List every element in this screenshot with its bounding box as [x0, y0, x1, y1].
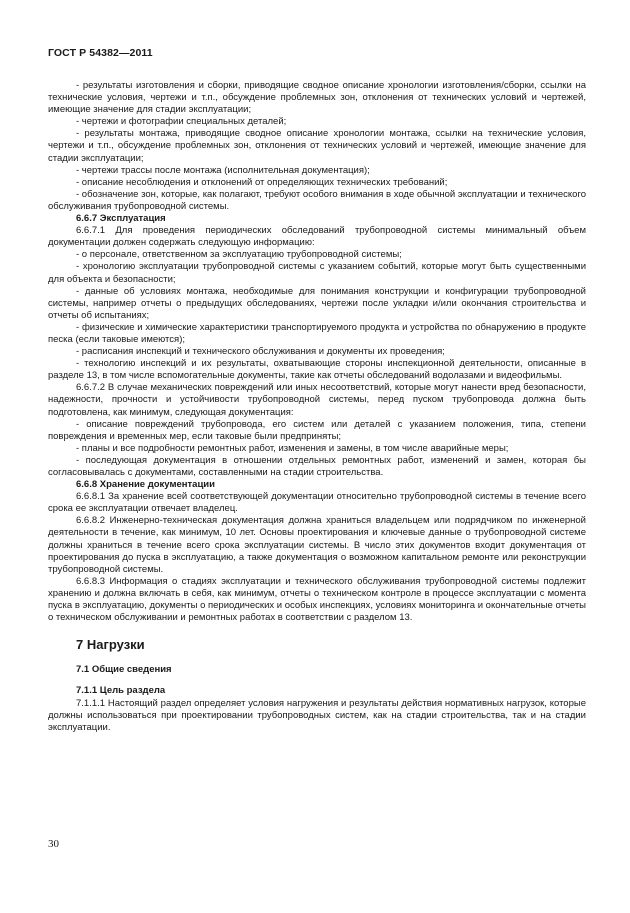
list-item: - хронологию эксплуатации трубопроводной системы с указанием событий, которые могут быть существенными для объекта и безопасности;: [48, 261, 586, 285]
list-item: - описание повреждений трубопровода, его систем или деталей с указанием положения, типа, степени повреждения и временных мер, если таковые были предприняты;: [48, 418, 586, 442]
section-heading-7-1-1: 7.1.1 Цель раздела: [76, 685, 166, 697]
list-item: - технологию инспекций и их результаты, охватывающие стороны инспекционной деятельности, описанные в разделе 13, в том числе вспомогательные документы, такие как отчеты обследований водолазами и видеофильмы.: [48, 358, 586, 382]
list-item: - чертежи трассы после монтажа (исполнительная документация);: [76, 164, 370, 176]
document-header: ГОСТ Р 54382—2011: [48, 47, 153, 59]
list-item: - последующая документация в отношении отдельных ремонтных работ, изменений и замен, которая бы согласовывалась с документами, составленными на стадии строительства.: [48, 454, 586, 478]
list-item: - физические и химические характеристики транспортируемого продукта и устройства по обнаружению в продукте песка (если таковые имеются);: [48, 321, 586, 345]
paragraph: 6.6.7.2 В случае механических повреждений или иных несоответствий, которые могут нанести вред безопасности, надежности, прочности и устойчивости трубопроводной системы, перед пуском трубопровода должна быть подготовлена, как минимум, следующая документация:: [48, 382, 586, 418]
paragraph: 6.6.8.2 Инженерно-техническая документация должна храниться владельцем или подрядчиком по инженерной деятельности в течение, как минимум, 10 лет. Основы проектирования и ключевые данные о трубопроводной системе должны храниться в течение всего срока эксплуатации системы. В число этих документов входит документация от проектирования до пуска в эксплуатацию, а также документация о возможном капитальном ремонте или реконструкции трубопроводной системы.: [48, 515, 586, 575]
list-item: - о персонале, ответственном за эксплуатацию трубопроводной системы;: [76, 249, 402, 261]
list-item: - обозначение зон, которые, как полагают, требуют особого внимания в ходе обычной эксплуатации и технического обслуживания трубопроводной системы.: [48, 188, 586, 212]
list-item: - описание несоблюдения и отклонений от определяющих технических требований;: [76, 176, 448, 188]
paragraph: 6.6.8.1 За хранение всей соответствующей документации относительно трубопроводной системы в течение всего срока ее эксплуатации отвечает владелец.: [48, 491, 586, 515]
list-item: - планы и все подробности ремонтных работ, изменения и замены, в том числе аварийные меры;: [76, 442, 509, 454]
list-item: - расписания инспекций и технического обслуживания и документы их проведения;: [76, 346, 445, 358]
list-item: - результаты изготовления и сборки, приводящие сводное описание хронологии изготовления/сборки, ссылки на технические условия, чертежи и т.п., обсуждение проблемных зон, отклонения от технических условий и чертежей, имеющие значение для стадии эксплуатации;: [48, 80, 586, 116]
section-heading-7-1: 7.1 Общие сведения: [76, 664, 172, 676]
section-heading-6-6-8: 6.6.8 Хранение документации: [76, 479, 215, 491]
list-item: - данные об условиях монтажа, необходимые для понимания конструкции и конфигурации трубопроводной системы, например отчеты о предыдущих обследованиях, чертежи после укладки и/или окончания строительства и отчеты об испытаниях;: [48, 285, 586, 321]
page-number: 30: [48, 838, 59, 850]
paragraph: 7.1.1.1 Настоящий раздел определяет условия нагружения и результаты действия нормативных нагрузок, которые должны использоваться при проектировании трубопроводных систем, как на стадии строительства, так и на стадии эксплуатации.: [48, 697, 586, 733]
section-heading-7: 7 Нагрузки: [76, 637, 145, 653]
paragraph: 6.6.8.3 Информация о стадиях эксплуатации и технического обслуживания трубопроводной системы подлежит хранению и должна включать в себя, как минимум, отчеты о техническом контроле в процессе эксплуатации с момента пуска в эксплуатацию, документы о периодических и особых инспекциях, условиях мониторинга и окончательные отчеты о техническом обслуживании и ремонтных работах в соответствии с разделом 13.: [48, 575, 587, 624]
list-item: - результаты монтажа, приводящие сводное описание хронологии монтажа, ссылки на технические условия, чертежи и т.п., обсуждение проблемных зон, отклонения от технических условий и чертежей, имеющие значение для стадии эксплуатации;: [48, 128, 586, 164]
list-item: - чертежи и фотографии специальных деталей;: [76, 116, 287, 128]
paragraph: 6.6.7.1 Для проведения периодических обследований трубопроводной системы минимальный объем документации должен содержать следующую информацию:: [48, 225, 586, 249]
section-heading-6-6-7: 6.6.7 Эксплуатация: [76, 213, 166, 225]
page-body: [48, 80, 586, 734]
